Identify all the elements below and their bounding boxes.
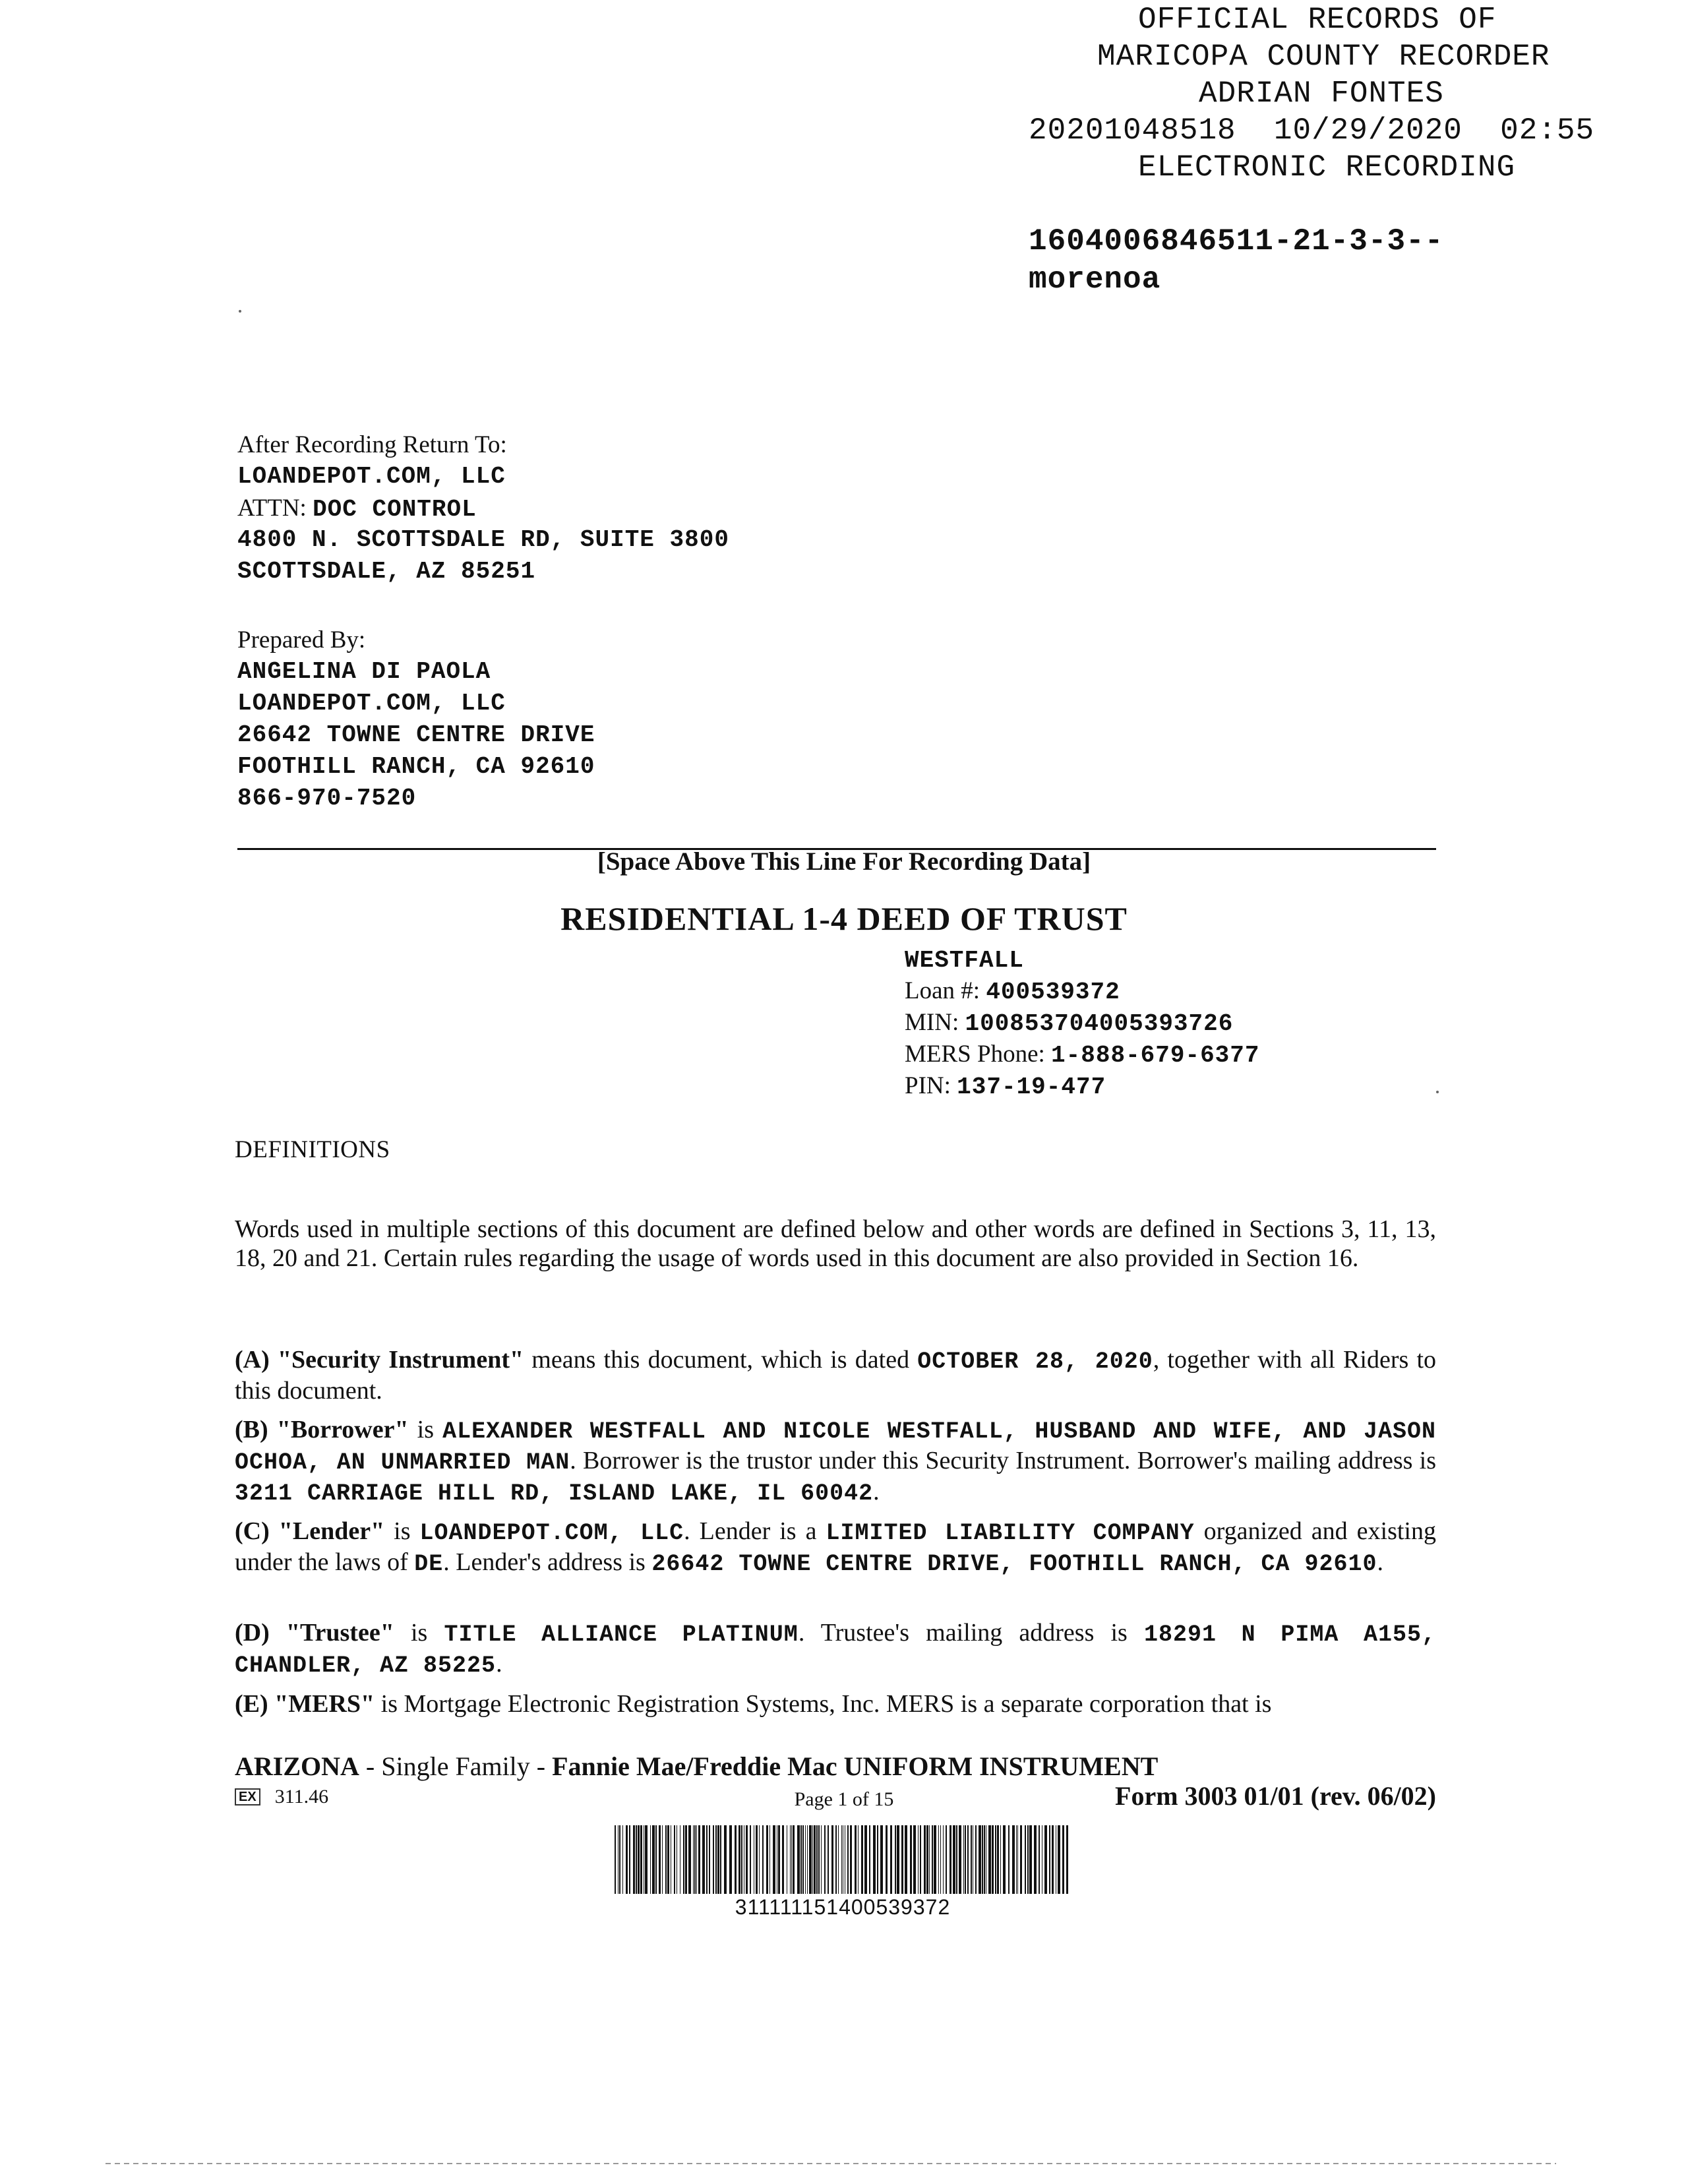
mers-phone-label: MERS Phone: xyxy=(905,1041,1045,1068)
barcode-bar xyxy=(814,1825,816,1894)
text: . xyxy=(1377,1548,1383,1576)
barcode-bar xyxy=(636,1825,637,1894)
barcode-bar xyxy=(886,1825,888,1894)
document-date: OCTOBER 28, 2020 xyxy=(917,1349,1153,1375)
barcode-bar xyxy=(1000,1825,1001,1894)
barcode-bar xyxy=(953,1825,955,1894)
barcode-bar xyxy=(797,1825,800,1894)
stamp-line: MARICOPA COUNTY RECORDER xyxy=(1097,40,1550,74)
space-above-notice: [Space Above This Line For Recording Data] xyxy=(597,847,1091,876)
attn-label: ATTN: xyxy=(237,495,307,522)
barcode-bar xyxy=(693,1825,694,1894)
return-to-company: LOANDEPOT.COM, LLC xyxy=(237,463,506,490)
barcode-bar xyxy=(979,1825,981,1894)
lender-state: DE xyxy=(414,1551,444,1577)
text: is Mortgage Electronic Registration Systems, Inc. MERS is a separate corporation that is xyxy=(375,1690,1272,1718)
lender-address: 26642 TOWNE CENTRE DRIVE, FOOTHILL RANCH, CA 92610 xyxy=(651,1551,1377,1577)
barcode-bar xyxy=(769,1825,770,1894)
ex-logo-icon: EX xyxy=(235,1788,260,1805)
text: means this document, which is dated xyxy=(524,1346,918,1374)
barcode-bar xyxy=(880,1825,883,1894)
document-title: RESIDENTIAL 1-4 DEED OF TRUST xyxy=(560,900,1128,937)
barcode-bar xyxy=(650,1825,651,1894)
barcode-bar xyxy=(873,1825,876,1894)
barcode-bar xyxy=(861,1825,863,1894)
preparer-address2: FOOTHILL RANCH, CA 92610 xyxy=(237,753,595,780)
barcode-bar xyxy=(1044,1825,1047,1894)
text: . xyxy=(496,1650,502,1678)
barcode-bar xyxy=(950,1825,951,1894)
barcode-bar xyxy=(1049,1825,1050,1894)
barcode-bar xyxy=(858,1825,859,1894)
barcode-bar xyxy=(971,1825,972,1894)
barcode-bar xyxy=(1034,1825,1037,1894)
borrower-surname: WESTFALL xyxy=(905,947,1024,974)
barcode-bar xyxy=(662,1825,663,1894)
barcode-bar xyxy=(805,1825,806,1894)
barcode-bar xyxy=(1062,1825,1064,1894)
loan-number-value: 400539372 xyxy=(986,979,1120,1006)
barcode-bar xyxy=(667,1825,669,1894)
barcode-bar xyxy=(895,1825,896,1894)
barcode-bar xyxy=(652,1825,655,1894)
barcode-bar xyxy=(1025,1825,1026,1894)
loan-number-label: Loan #: xyxy=(905,977,980,1004)
min-label: MIN: xyxy=(905,1009,959,1036)
preparer-company: LOANDEPOT.COM, LLC xyxy=(237,690,506,717)
barcode-bar xyxy=(855,1825,857,1894)
barcode-bar xyxy=(729,1825,732,1894)
barcode-bar xyxy=(926,1825,928,1894)
barcode-bar xyxy=(956,1825,957,1894)
barcode-bar xyxy=(946,1825,947,1894)
barcode-bar xyxy=(877,1825,878,1894)
barcode-bar xyxy=(713,1825,714,1894)
barcode-bar xyxy=(720,1825,721,1894)
barcode-bar xyxy=(934,1825,936,1894)
barcode-bar xyxy=(929,1825,930,1894)
definition-b-label: (B) "Borrower" xyxy=(235,1416,409,1443)
preparer-name: ANGELINA DI PAOLA xyxy=(237,658,491,685)
definition-e-label: (E) "MERS" xyxy=(235,1690,375,1718)
barcode-bar xyxy=(782,1825,784,1894)
barcode-bar xyxy=(1016,1825,1017,1894)
barcode-bar xyxy=(665,1825,667,1894)
barcode-bar xyxy=(766,1825,768,1894)
form-footer-description xyxy=(235,1751,1158,1782)
preparer-phone: 866-970-7520 xyxy=(237,785,417,812)
text: organized and existing under the laws of xyxy=(235,1517,1436,1576)
footer-desc-uniform: Fannie Mae/Freddie Mac UNIFORM INSTRUMENT xyxy=(552,1751,1159,1781)
barcode-bar xyxy=(828,1825,829,1894)
mers-phone-value: 1-888-679-6377 xyxy=(1051,1042,1260,1069)
barcode-bar xyxy=(685,1825,687,1894)
return-to-address2: SCOTTSDALE, AZ 85251 xyxy=(237,558,536,585)
barcode-bar xyxy=(709,1825,710,1894)
barcode-bar xyxy=(724,1825,727,1894)
barcode-bar xyxy=(717,1825,719,1894)
barcode-bar xyxy=(1012,1825,1015,1894)
pin-label: PIN: xyxy=(905,1072,951,1099)
trustee-name: TITLE ALLIANCE PLATINUM xyxy=(444,1622,799,1648)
barcode-bar xyxy=(633,1825,635,1894)
barcode-bar xyxy=(943,1825,944,1894)
barcode-bar xyxy=(741,1825,742,1894)
definitions-intro: Words used in multiple sections of this document are defined below and other words are defined in Sections 3, 11, 13, 18, 20 and 21. Certain rules regarding the usage of words used in this document are also provided in Section 16. xyxy=(235,1215,1436,1272)
barcode-bar xyxy=(890,1825,892,1894)
text: . Lender's address is xyxy=(443,1548,652,1576)
barcode-bar xyxy=(835,1825,837,1894)
barcode-bar xyxy=(773,1825,775,1894)
barcode-bar xyxy=(982,1825,983,1894)
preparer-address1: 26642 TOWNE CENTRE DRIVE xyxy=(237,721,595,748)
stamp-id: 1604006846511-21-3-3-- xyxy=(1029,224,1444,258)
lender-type: LIMITED LIABILITY COMPANY xyxy=(826,1520,1195,1546)
stamp-user: morenoa xyxy=(1029,262,1161,297)
stamp-recording-number: 20201048518 10/29/2020 02:55 xyxy=(1029,113,1595,148)
barcode-bar xyxy=(640,1825,642,1894)
barcode-bar xyxy=(1027,1825,1029,1894)
text: is xyxy=(394,1619,444,1647)
barcode-bar xyxy=(791,1825,792,1894)
barcode-bar xyxy=(615,1825,616,1894)
barcode-bar xyxy=(683,1825,684,1894)
barcode-bar xyxy=(841,1825,842,1894)
barcode-bar xyxy=(997,1825,999,1894)
barcode-bar xyxy=(905,1825,907,1894)
text: . Lender is a xyxy=(684,1517,826,1545)
return-to-attn xyxy=(237,493,477,525)
footer-desc: - Single Family - xyxy=(359,1751,553,1781)
barcode-bar xyxy=(688,1825,691,1894)
barcode-bar xyxy=(762,1825,764,1894)
barcode-number: 311111151400539372 xyxy=(735,1895,951,1919)
barcode-bar xyxy=(965,1825,966,1894)
stamp-line: ELECTRONIC RECORDING xyxy=(1138,150,1516,185)
barcode-bar xyxy=(992,1825,994,1894)
scan-speck xyxy=(1436,1091,1439,1093)
barcode-bar xyxy=(619,1825,620,1894)
barcode-bar xyxy=(629,1825,630,1894)
barcode-bar xyxy=(831,1825,833,1894)
barcode-bar xyxy=(800,1825,802,1894)
barcode-bar xyxy=(975,1825,977,1894)
form-number: Form 3003 01/01 (rev. 06/02) xyxy=(1115,1781,1436,1811)
barcode-bar xyxy=(655,1825,657,1894)
barcode-bar xyxy=(821,1825,822,1894)
definition-a-label: (A) "Security Instrument" xyxy=(235,1346,524,1374)
barcode-bar xyxy=(1008,1825,1010,1894)
footer-code-value: 311.46 xyxy=(274,1786,329,1807)
definition-e xyxy=(235,1689,1436,1718)
borrower-address: 3211 CARRIAGE HILL RD, ISLAND LAKE, IL 60042 xyxy=(235,1480,874,1507)
barcode-bar xyxy=(940,1825,941,1894)
text: is xyxy=(384,1517,420,1545)
barcode-bar xyxy=(850,1825,852,1894)
barcode-bar xyxy=(793,1825,795,1894)
barcode-bar xyxy=(959,1825,961,1894)
barcode-bar xyxy=(809,1825,812,1894)
barcode-bar xyxy=(626,1825,628,1894)
barcode-bar xyxy=(901,1825,903,1894)
page-number: Page 1 of 15 xyxy=(794,1788,894,1810)
text: , together with all Riders to this document. xyxy=(235,1346,1437,1405)
barcode-bar xyxy=(702,1825,705,1894)
barcode-bar xyxy=(1017,1825,1018,1894)
barcode-bar xyxy=(638,1825,640,1894)
barcode-bar xyxy=(1052,1825,1054,1894)
definition-c xyxy=(235,1517,1436,1579)
scan-speck xyxy=(239,310,241,313)
barcode-bar xyxy=(995,1825,996,1894)
barcode xyxy=(612,1825,1073,1894)
barcode-bar xyxy=(756,1825,758,1894)
barcode-bar xyxy=(1020,1825,1022,1894)
text: . Trustee's mailing address is xyxy=(798,1619,1144,1647)
barcode-bar xyxy=(738,1825,740,1894)
scan-edge-line xyxy=(106,2163,1556,2164)
barcode-bar xyxy=(967,1825,969,1894)
barcode-bar xyxy=(818,1825,820,1894)
barcode-bar xyxy=(963,1825,964,1894)
barcode-bar xyxy=(897,1825,899,1894)
barcode-bar xyxy=(622,1825,623,1894)
barcode-bar xyxy=(674,1825,675,1894)
barcode-bar xyxy=(1066,1825,1068,1894)
text: . Borrower is the trustor under this Security Instrument. Borrower's mailing address is xyxy=(570,1447,1436,1474)
barcode-bar xyxy=(1029,1825,1032,1894)
barcode-bar xyxy=(924,1825,926,1894)
barcode-bar xyxy=(913,1825,916,1894)
borrower-names: ALEXANDER WESTFALL AND NICOLE WESTFALL, HUSBAND AND WIFE, AND JASON OCHOA, AN UNMARRIED MAN xyxy=(235,1418,1436,1476)
stamp-line: ADRIAN FONTES xyxy=(1199,76,1444,111)
barcode-bar xyxy=(645,1825,648,1894)
mers-phone-row xyxy=(905,1039,1260,1071)
barcode-bar xyxy=(698,1825,700,1894)
barcode-bar xyxy=(869,1825,870,1894)
min-value: 100853704005393726 xyxy=(965,1010,1234,1037)
min-row xyxy=(905,1008,1233,1039)
barcode-bar xyxy=(790,1825,791,1894)
barcode-bar xyxy=(735,1825,737,1894)
definition-c-label: (C) "Lender" xyxy=(235,1517,385,1545)
barcode-bar xyxy=(988,1825,991,1894)
barcode-bar xyxy=(802,1825,804,1894)
text: . xyxy=(873,1478,880,1505)
barcode-bar xyxy=(807,1825,808,1894)
barcode-bar xyxy=(918,1825,919,1894)
barcode-bar xyxy=(746,1825,748,1894)
barcode-bar xyxy=(864,1825,867,1894)
barcode-bar xyxy=(816,1825,818,1894)
return-to-address1: 4800 N. SCOTTSDALE RD, SUITE 3800 xyxy=(237,526,729,553)
barcode-bar xyxy=(932,1825,933,1894)
lender-name: LOANDEPOT.COM, LLC xyxy=(419,1520,684,1546)
definition-b xyxy=(235,1415,1436,1508)
barcode-bar xyxy=(1058,1825,1060,1894)
trustee-address: 18291 N PIMA A155, CHANDLER, AZ 85225 xyxy=(235,1622,1436,1679)
barcode-bar xyxy=(750,1825,751,1894)
barcode-bar xyxy=(694,1825,696,1894)
barcode-bar xyxy=(1003,1825,1006,1894)
prepared-by-label: Prepared By: xyxy=(237,626,366,653)
barcode-bar xyxy=(910,1825,912,1894)
barcode-bar xyxy=(696,1825,697,1894)
barcode-bar xyxy=(778,1825,780,1894)
barcode-bar xyxy=(706,1825,708,1894)
barcode-bar xyxy=(824,1825,826,1894)
barcode-bar xyxy=(838,1825,839,1894)
barcode-bar xyxy=(659,1825,661,1894)
barcode-bar xyxy=(847,1825,849,1894)
footer-state: ARIZONA xyxy=(235,1751,359,1781)
definition-d xyxy=(235,1618,1436,1680)
pin-value: 137-19-477 xyxy=(957,1074,1106,1101)
attn-value: DOC CONTROL xyxy=(313,496,477,523)
text: is xyxy=(408,1416,443,1443)
barcode-bar xyxy=(1039,1825,1040,1894)
return-to-label: After Recording Return To: xyxy=(237,431,507,458)
stamp-line: OFFICIAL RECORDS OF xyxy=(1138,3,1497,37)
definition-a xyxy=(235,1345,1436,1405)
pin-row xyxy=(905,1071,1106,1103)
barcode-bar xyxy=(759,1825,760,1894)
barcode-bar xyxy=(920,1825,921,1894)
loan-number-row xyxy=(905,976,1120,1008)
definition-d-label: (D) "Trustee" xyxy=(235,1619,394,1647)
barcode-bar xyxy=(812,1825,813,1894)
barcode-bar xyxy=(938,1825,939,1894)
barcode-bar xyxy=(715,1825,717,1894)
definitions-heading: DEFINITIONS xyxy=(235,1136,390,1163)
barcode-bar xyxy=(984,1825,985,1894)
